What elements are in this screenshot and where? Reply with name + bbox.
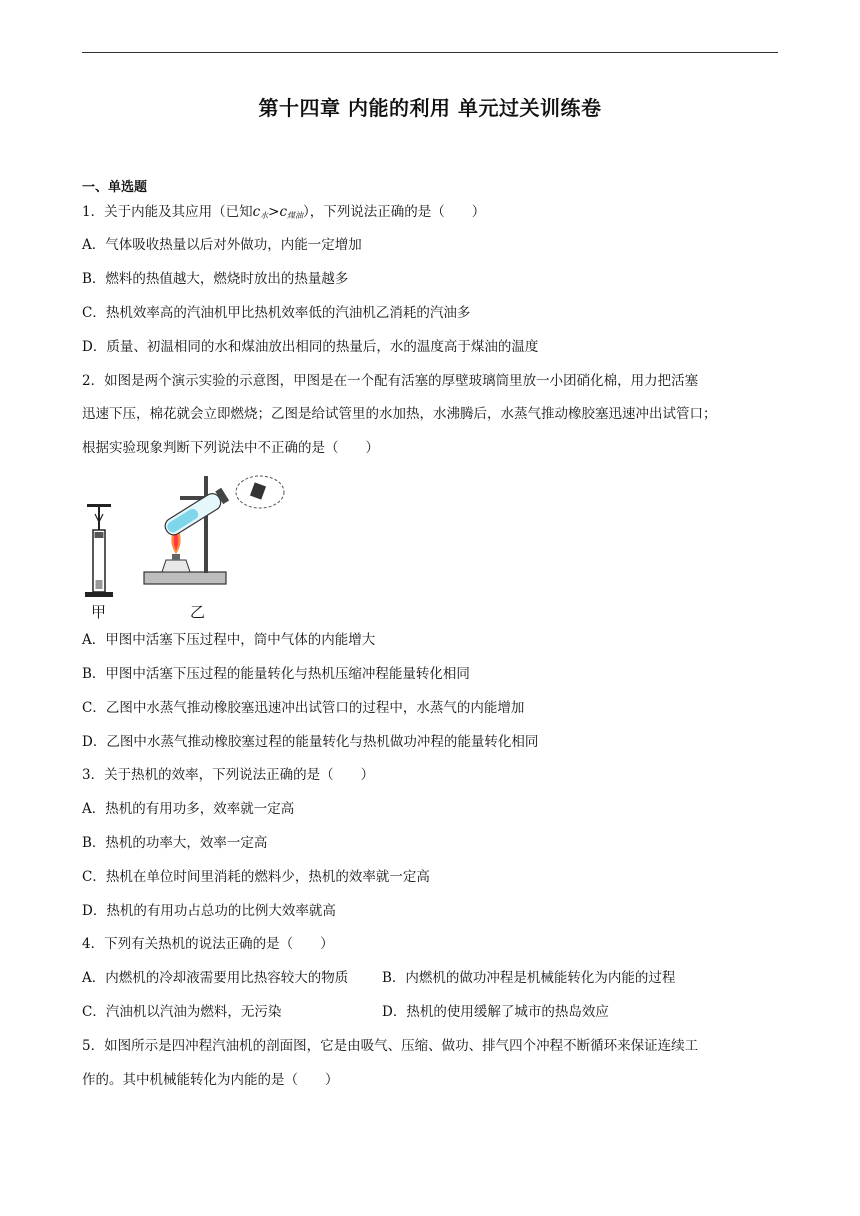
q4-stem: 4．下列有关热机的说法正确的是（ ）	[82, 936, 334, 952]
figure-label-yi: 乙	[190, 603, 206, 621]
q3-option-c[interactable]: C．热机在单位时间里消耗的燃料少，热机的效率就一定高	[82, 869, 430, 885]
q2-option-d[interactable]: D．乙图中水蒸气推动橡胶塞过程的能量转化与热机做功冲程的能量转化相同	[82, 734, 539, 750]
q5-stem-line-1: 5．如图所示是四冲程汽油机的剖面图，它是由吸气、压缩、做功、排气四个冲程不断循环来保证连续工	[82, 1038, 699, 1054]
gt-symbol: >	[268, 204, 280, 220]
q2-experiment-figure	[82, 470, 322, 620]
c-water-subscript: 水	[260, 211, 269, 220]
q5-stem-line-2: 作的。其中机械能转化为内能的是（ ）	[82, 1072, 339, 1088]
page-title: 第十四章 内能的利用 单元过关训练卷	[258, 96, 602, 120]
q1-option-a[interactable]: A．气体吸收热量以后对外做功，内能一定增加	[82, 237, 362, 253]
question-1-stem	[82, 203, 485, 225]
q4-option-d[interactable]: D．热机的使用缓解了城市的热岛效应	[382, 1004, 609, 1020]
q1-stem-pre: 1．关于内能及其应用（已知	[82, 204, 253, 220]
q1-option-b[interactable]: B．燃料的热值越大，燃烧时放出的热量越多	[82, 271, 349, 287]
q2-option-b[interactable]: B．甲图中活塞下压过程的能量转化与热机压缩冲程能量转化相同	[82, 666, 470, 682]
header-rule	[82, 52, 778, 53]
figure-label-jia: 甲	[91, 603, 107, 621]
q4-option-c[interactable]: C．汽油机以汽油为燃料，无污染	[82, 1004, 282, 1020]
q3-option-a[interactable]: A．热机的有用功多，效率就一定高	[82, 801, 295, 817]
q2-stem-line-2: 迅速下压，棉花就会立即燃烧；乙图是给试管里的水加热，水沸腾后，水蒸气推动橡胶塞迅速冲出试管口；	[82, 406, 717, 422]
section-heading: 一、单选题	[82, 180, 148, 195]
q1-stem-post: ），下列说法正确的是（ ）	[303, 204, 486, 220]
piston-cylinder-icon	[85, 504, 113, 597]
q2-stem-line-1: 2．如图是两个演示实验的示意图，甲图是在一个配有活塞的厚壁玻璃筒里放一小团硝化棉，用力把活塞	[82, 373, 699, 389]
c-water-symbol: c	[252, 204, 261, 220]
q3-stem: 3．关于热机的效率，下列说法正确的是（ ）	[82, 767, 375, 783]
q1-option-d[interactable]: D．质量、初温相同的水和煤油放出相同的热量后，水的温度高于煤油的温度	[82, 339, 539, 355]
c-kerosene-subscript: 煤油	[287, 211, 304, 220]
q2-option-a[interactable]: A．甲图中活塞下压过程中，筒中气体的内能增大	[82, 632, 376, 648]
q4-option-b[interactable]: B．内燃机的做功冲程是机械能转化为内能的过程	[382, 970, 676, 986]
q2-stem-line-3: 根据实验现象判断下列说法中不正确的是（ ）	[82, 440, 379, 456]
test-tube-heating-icon	[144, 476, 284, 584]
q3-option-d[interactable]: D．热机的有用功占总功的比例大效率就高	[82, 903, 336, 919]
q4-option-a[interactable]: A．内燃机的冷却液需要用比热容较大的物质	[82, 970, 349, 986]
q1-option-c[interactable]: C．热机效率高的汽油机甲比热机效率低的汽油机乙消耗的汽油多	[82, 305, 471, 321]
experiment-illustration	[82, 470, 322, 620]
c-kerosene-symbol: c	[279, 204, 288, 220]
q2-option-c[interactable]: C．乙图中水蒸气推动橡胶塞迅速冲出试管口的过程中，水蒸气的内能增加	[82, 700, 525, 716]
q3-option-b[interactable]: B．热机的功率大，效率一定高	[82, 835, 268, 851]
